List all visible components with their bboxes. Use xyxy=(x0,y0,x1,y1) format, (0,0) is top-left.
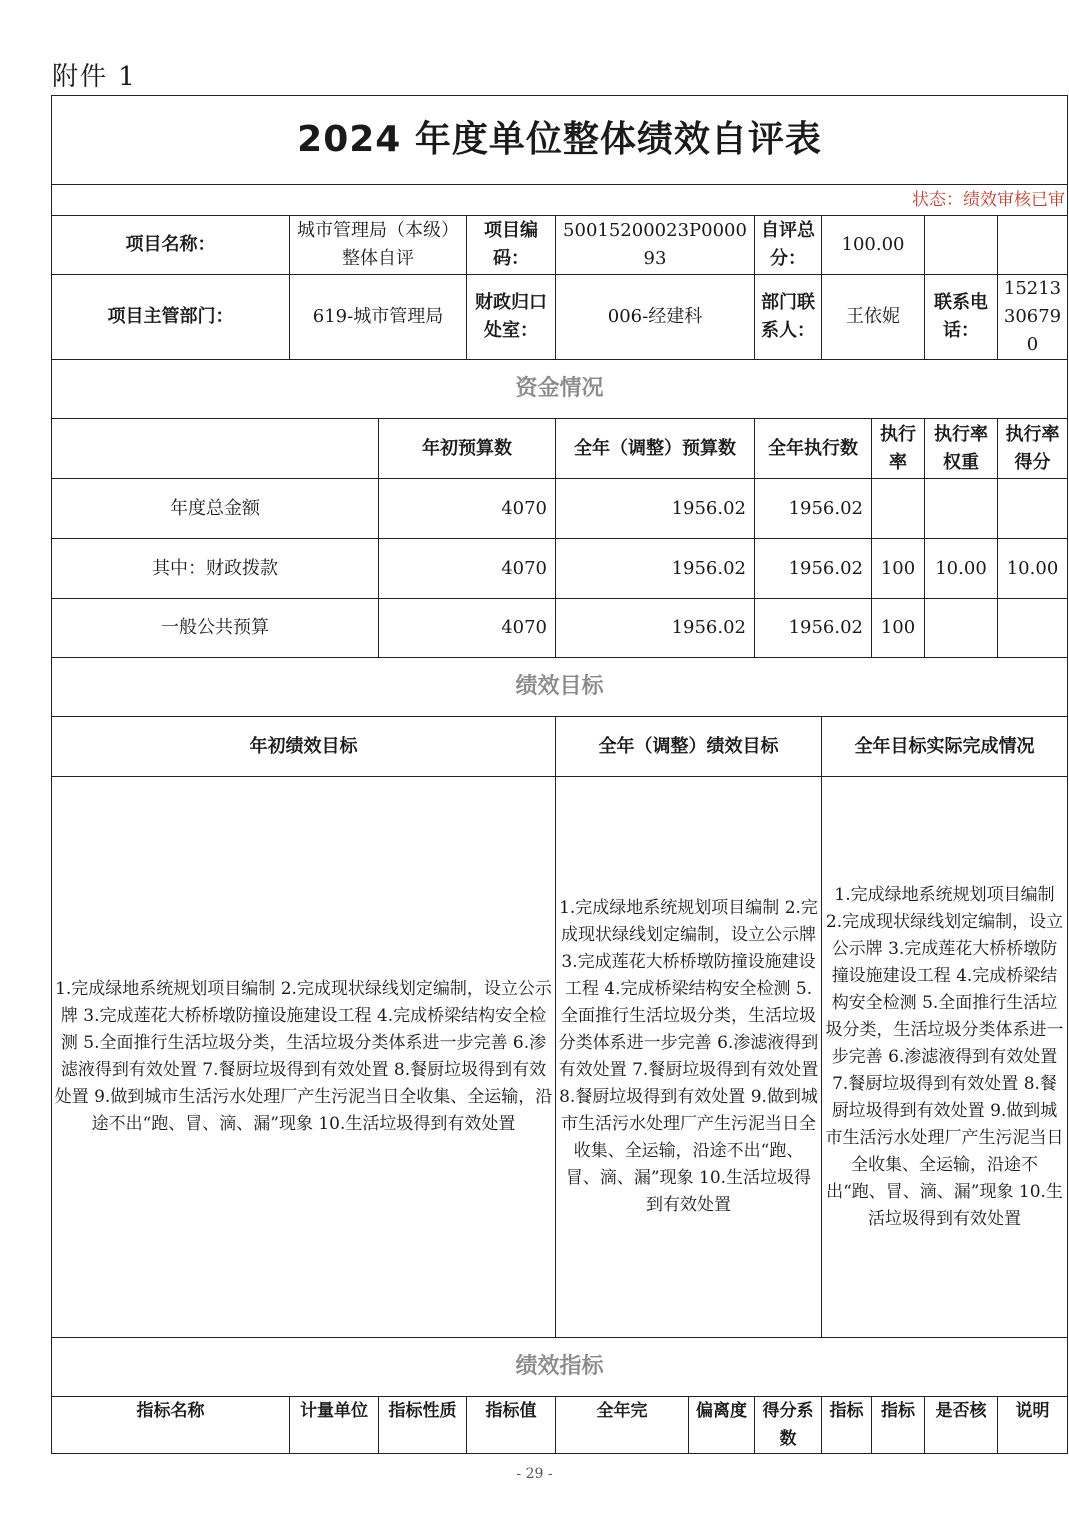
contact-value: 王依妮 xyxy=(822,275,925,360)
funds-header-initial-budget: 年初预算数 xyxy=(379,419,556,479)
annex-label: 附件 1 xyxy=(52,62,137,92)
goals-initial-text: 1.完成绿地系统规划项目编制 2.完成现状绿线划定编制，设立公示牌 3.完成莲花大桥桥墩防撞设施建设工程 4.完成桥梁结构安全检测 5.全面推行生活垃圾分类，生活垃圾分类体系进一步完善 6.渗滤液得到有效处置 7.餐厨垃圾得到有效处置 8.餐厨垃圾得到有效处置 9.做到城市生活污水处理厂产生污泥当日全收集、全运输，沿途不出“跑、冒、滴、漏”现象 10.生活垃圾得到有效处置 xyxy=(52,777,556,1338)
empty-cell xyxy=(998,216,1068,275)
self-score-label: 自评总分： xyxy=(755,216,822,275)
funds-exec-score xyxy=(998,479,1068,539)
funds-exec-rate xyxy=(872,479,925,539)
funds-row-label: 年度总金额 xyxy=(52,479,379,539)
funds-row-label: 一般公共预算 xyxy=(52,599,379,658)
performance-self-evaluation-table xyxy=(51,95,1068,1454)
self-score-value: 100.00 xyxy=(822,216,925,275)
goals-section-title: 绩效目标 xyxy=(52,658,1068,717)
goals-adjusted-text: 1.完成绿地系统规划项目编制 2.完成现状绿线划定编制，设立公示牌 3.完成莲花大桥桥墩防撞设施建设工程 4.完成桥梁结构安全检测 5.全面推行生活垃圾分类，生活垃圾分类体系进一步完善 6.渗滤液得到有效处置 7.餐厨垃圾得到有效处置 8.餐厨垃圾得到有效处置 9.做到城市生活污水处理厂产生污泥当日全收集、全运输，沿途不出“跑、冒、滴、漏”现象 10.生活垃圾得到有效处置 xyxy=(556,777,822,1338)
indicator-header-col8: 指标 xyxy=(822,1397,872,1454)
funds-header-adjusted-budget: 全年（调整）预算数 xyxy=(556,419,755,479)
phone-label: 联系电话： xyxy=(925,275,998,360)
indicator-header-remark: 说明 xyxy=(998,1397,1068,1454)
indicators-section-title: 绩效指标 xyxy=(52,1338,1068,1397)
empty-cell xyxy=(925,216,998,275)
funds-exec-rate: 100 xyxy=(872,599,925,658)
funds-section-title: 资金情况 xyxy=(52,360,1068,419)
funds-executed: 1956.02 xyxy=(755,539,872,599)
funds-exec-score: 10.00 xyxy=(998,539,1068,599)
funds-adjusted-budget: 1956.02 xyxy=(556,479,755,539)
funds-row-label: 其中：财政拨款 xyxy=(52,539,379,599)
goals-header-initial: 年初绩效目标 xyxy=(52,717,556,777)
funds-exec-weight: 10.00 xyxy=(925,539,998,599)
indicator-header-value: 指标值 xyxy=(467,1397,556,1454)
finance-office-value: 006-经建科 xyxy=(556,275,755,360)
project-name-value: 城市管理局（本级）整体自评 xyxy=(290,216,467,275)
funds-initial-budget: 4070 xyxy=(379,479,556,539)
project-code-value: 50015200023P000093 xyxy=(556,216,755,275)
funds-header-exec-score: 执行率得分 xyxy=(998,419,1068,479)
indicator-header-deviation: 偏离度 xyxy=(689,1397,755,1454)
dept-value: 619-城市管理局 xyxy=(290,275,467,360)
indicator-header-completion: 全年完 xyxy=(556,1397,689,1454)
contact-label: 部门联系人： xyxy=(755,275,822,360)
funds-exec-weight xyxy=(925,479,998,539)
indicator-header-col9: 指标 xyxy=(872,1397,925,1454)
funds-executed: 1956.02 xyxy=(755,599,872,658)
dept-label: 项目主管部门： xyxy=(52,275,290,360)
finance-office-label: 财政归口处室： xyxy=(467,275,556,360)
status-badge: 状态：绩效审核已审 xyxy=(52,185,1068,216)
funds-header-exec-weight: 执行率权重 xyxy=(925,419,998,479)
phone-value: 15213306790 xyxy=(998,275,1068,360)
funds-initial-budget: 4070 xyxy=(379,539,556,599)
goals-actual-text: 1.完成绿地系统规划项目编制 2.完成现状绿线划定编制，设立公示牌 3.完成莲花大桥桥墩防撞设施建设工程 4.完成桥梁结构安全检测 5.全面推行生活垃圾分类，生活垃圾分类体系进一步完善 6.渗滤液得到有效处置 7.餐厨垃圾得到有效处置 8.餐厨垃圾得到有效处置 9.做到城市生活污水处理厂产生污泥当日全收集、全运输，沿途不出“跑、冒、滴、漏”现象 10.生活垃圾得到有效处置 xyxy=(822,777,1068,1338)
goals-header-adjusted: 全年（调整）绩效目标 xyxy=(556,717,822,777)
indicator-header-coefficient: 得分系数 xyxy=(755,1397,822,1454)
funds-initial-budget: 4070 xyxy=(379,599,556,658)
indicator-header-nature: 指标性质 xyxy=(379,1397,467,1454)
funds-header-blank xyxy=(52,419,379,479)
project-name-label: 项目名称： xyxy=(52,216,290,275)
indicator-header-unit: 计量单位 xyxy=(290,1397,379,1454)
indicator-header-name: 指标名称 xyxy=(52,1397,290,1454)
funds-header-exec-rate: 执行率 xyxy=(872,419,925,479)
funds-exec-weight xyxy=(925,599,998,658)
funds-header-executed: 全年执行数 xyxy=(755,419,872,479)
funds-exec-rate: 100 xyxy=(872,539,925,599)
project-code-label: 项目编码： xyxy=(467,216,556,275)
page-number: - 29 - xyxy=(516,1466,553,1482)
funds-adjusted-budget: 1956.02 xyxy=(556,599,755,658)
goals-header-actual: 全年目标实际完成情况 xyxy=(822,717,1068,777)
indicator-header-verified: 是否核 xyxy=(925,1397,998,1454)
funds-adjusted-budget: 1956.02 xyxy=(556,539,755,599)
funds-exec-score xyxy=(998,599,1068,658)
funds-executed: 1956.02 xyxy=(755,479,872,539)
form-title: 2024 年度单位整体绩效自评表 xyxy=(52,96,1068,185)
